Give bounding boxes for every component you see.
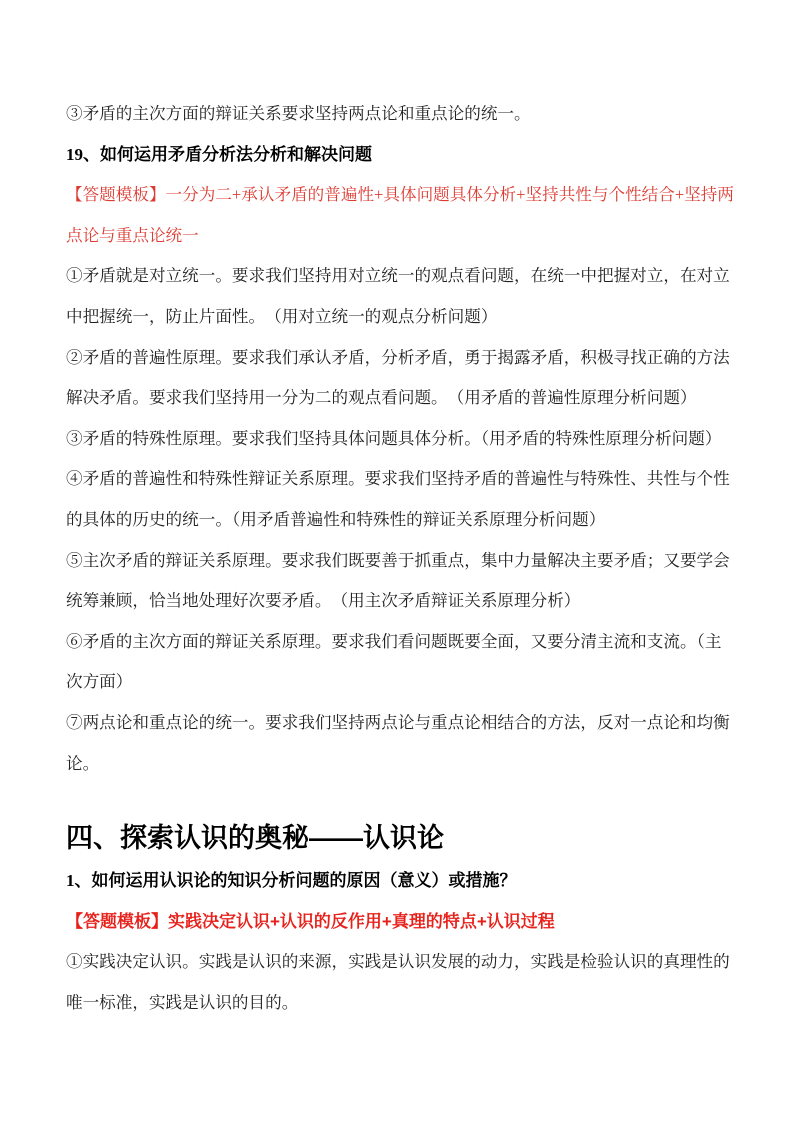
paragraph-point-4: [66, 459, 736, 540]
paragraph-dialectic-aspects: [66, 94, 736, 135]
text-line: ④矛盾的普遍性和特殊性辩证关系原理。要求我们坚持矛盾的普遍性与特殊性、共性与个性: [66, 469, 730, 489]
question-heading-1: [66, 861, 736, 902]
text-line: 1、如何运用认识论的知识分析问题的原因（意义）或措施？: [66, 871, 517, 891]
text-line: 统筹兼顾，恰当地处理好次要矛盾。 （用主次矛盾辩证关系原理分析）: [66, 591, 581, 611]
answer-template-1: [66, 902, 736, 943]
text-line: ③矛盾的特殊性原理。要求我们坚持具体问题具体分析。（用矛盾的特殊性原理分析问题）: [66, 428, 722, 448]
answer-template-19: [66, 175, 736, 256]
text-line: 次方面）: [66, 672, 133, 692]
paragraph-point-5: [66, 541, 736, 622]
text-line: 19、如何运用矛盾分析法分析和解决问题: [66, 144, 372, 164]
paragraph-point-6: [66, 622, 736, 703]
text-line: 点论与重点论统一: [66, 225, 199, 245]
paragraph-point-7: [66, 703, 736, 784]
paragraph-point-3: [66, 419, 736, 460]
question-heading-19: [66, 135, 736, 176]
section-title: 四、探索认识的奥秘——认识论: [66, 823, 444, 854]
text-line: 【答题模板】一分为二+承认矛盾的普遍性+具体问题具体分析+坚持共性与个性结合+坚持两: [66, 185, 734, 205]
text-line: 中把握统一，防止片面性。 （用对立统一的观点分析问题）: [66, 306, 498, 326]
text-line: ⑥矛盾的主次方面的辩证关系原理。要求我们看问题既要全面，又要分清主流和支流。（主: [66, 631, 722, 651]
paragraph-point-2: [66, 338, 736, 419]
paragraph-point-1: [66, 256, 736, 337]
text-line: 唯一标准，实践是认识的目的。: [66, 992, 299, 1012]
section-heading-epistemology: [66, 815, 736, 861]
text-line: ③矛盾的主次方面的辩证关系要求坚持两点论和重点论的统一。: [66, 104, 531, 123]
text-line: 【答题模板】实践决定认识+认识的反作用+真理的特点+认识过程: [66, 911, 555, 931]
text-line: ②矛盾的普遍性原理。要求我们承认矛盾，分析矛盾，勇于揭露矛盾，积极寻找正确的方法: [66, 347, 730, 367]
paragraph-practice: [66, 942, 736, 1023]
text-line: ①矛盾就是对立统一。要求我们坚持用对立统一的观点看问题，在统一中把握对立，在对立: [66, 266, 730, 286]
text-line: ①实践决定认识。实践是认识的来源，实践是认识发展的动力，实践是检验认识的真理性的: [66, 952, 730, 972]
text-line: 论。: [66, 753, 100, 773]
text-line: ⑤主次矛盾的辩证关系原理。要求我们既要善于抓重点，集中力量解决主要矛盾；又要学会: [66, 550, 730, 570]
text-line: 的具体的历史的统一。（用矛盾普遍性和特殊性的辩证关系原理分析问题）: [66, 509, 606, 529]
text-line: ⑦两点论和重点论的统一。要求我们坚持两点论与重点论相结合的方法，反对一点论和均衡: [66, 712, 730, 732]
text-line: 解决矛盾。要求我们坚持用一分为二的观点看问题。 （用矛盾的普遍性原理分析问题）: [66, 388, 697, 408]
